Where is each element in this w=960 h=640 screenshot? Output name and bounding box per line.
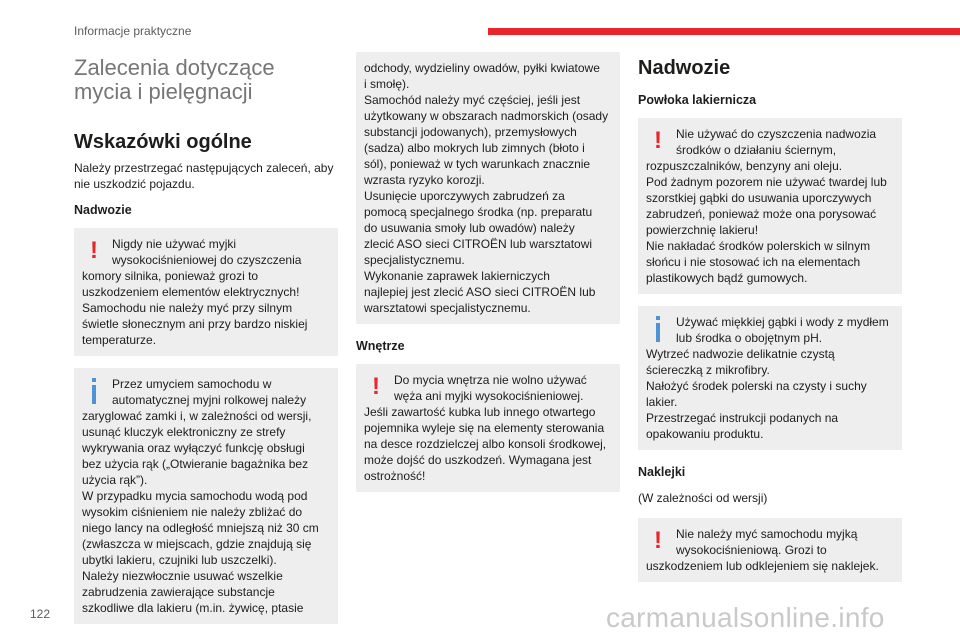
box-line: zlecić ASO sieci CITROËN lub warsztatowi: [364, 237, 593, 251]
box-line: Przez umyciem samochodu w: [112, 377, 272, 391]
box-line: pojemnika wyleje się na elementy sterowania: [364, 421, 605, 435]
box-line: Jeśli zawartość kubka lub innego otwartego: [364, 405, 596, 419]
info-box-paint-care: [638, 306, 902, 450]
box-line: Samochód należy myć częściej, jeśli jest: [364, 93, 581, 107]
box-line: niego lancy na odległość mniejszą niż 30 cm: [82, 521, 319, 535]
subhead-interior: Wnętrze: [356, 339, 405, 353]
box-line: Wytrzeć nadwozie delikatnie czystą: [646, 347, 835, 361]
info-icon: [652, 316, 664, 344]
box-line: ostrożność!: [364, 469, 426, 483]
box-line: (zwłaszcza w miejscach, gdzie znajdują się: [82, 537, 312, 551]
box-line: użytkowany w obszarach nadmorskich (osady: [364, 109, 609, 123]
box-line: warsztatowi specjalistycznemu.: [364, 301, 531, 315]
warning-icon: !: [372, 373, 380, 400]
box-line: uszkodzeniem lub odklejeniem się naklejek.: [646, 559, 879, 573]
box-line: W przypadku mycia samochodu wodą pod: [82, 489, 308, 503]
intro-line-1: Należy przestrzegać następujących zaleceń, aby: [74, 161, 334, 175]
section-title-body: Nadwozie: [638, 57, 731, 79]
header-accent-bar: [488, 28, 960, 35]
warning-box-stickers: [638, 518, 902, 582]
box-line: najlepiej jest zlecić ASO sieci CITROËN lub: [364, 285, 596, 299]
box-line: środków o działaniu ściernym,: [676, 143, 837, 157]
box-line: szorstkiej gąbki do usuwania uporczywych: [646, 191, 872, 205]
page-title-line-2: mycia i pielęgnacji: [74, 79, 253, 104]
box-line: zabrudzeń, ponieważ może ona porysować: [646, 207, 877, 221]
box-line: szkodliwe dla lakieru (m.in. żywicę, ptasie: [82, 601, 304, 615]
box-line: usunąć kluczyk elektroniczny ze strefy: [82, 425, 286, 439]
warning-box-engine: [74, 228, 338, 356]
box-line: specjalistycznemu.: [364, 253, 465, 267]
box-line: Używać miękkiej gąbki i wody z mydłem: [676, 315, 889, 329]
box-line: substancji jodowanych), przemysłowych: [364, 125, 577, 139]
box-line: Do mycia wnętrza nie wolno używać: [394, 373, 587, 387]
box-line: Samochodu nie należy myć przy silnym: [82, 301, 293, 315]
warning-icon: !: [654, 127, 662, 154]
box-line: odchody, wydzieliny owadów, pyłki kwiatowe: [364, 61, 600, 75]
box-line: Pod żadnym pozorem nie używać twardej lub: [646, 175, 887, 189]
box-line: zabrudzenia zawierające substancje: [82, 585, 275, 599]
page-title-line-1: Zalecenia dotyczące: [74, 55, 275, 80]
box-line: może dojść do uszkodzeń. Wymagana jest: [364, 453, 592, 467]
column-1: [74, 56, 338, 636]
subhead-body: Nadwozie: [74, 203, 132, 217]
box-line: wysokociśnieniowej do czyszczenia: [112, 253, 302, 267]
box-line: (sadza) albo mokrych lub zimnych (błoto i: [364, 141, 585, 155]
box-line: Należy niezwłocznie usuwać wszelkie: [82, 569, 283, 583]
page-number: 122: [30, 607, 51, 621]
box-line: bez użycia rąk („Otwieranie bagażnika bez: [82, 457, 309, 471]
box-line: do usuwania smoły lub owadów) należy: [364, 221, 575, 235]
box-line: uszkodzeniem elementów elektrycznych!: [82, 285, 300, 299]
box-line: wykrywania oraz wyłączyć funkcję obsługi: [82, 441, 305, 455]
box-line: plastikowych bądź gumowych.: [646, 271, 808, 285]
intro-text: [74, 160, 338, 192]
box-line: użycia rąk”).: [82, 473, 148, 487]
column-2: [356, 56, 620, 504]
column-3: [638, 56, 902, 594]
warning-icon: !: [654, 527, 662, 554]
box-line: opakowaniu produktu.: [646, 427, 764, 441]
box-line: sól), ponieważ w tych warunkach znacznie: [364, 157, 591, 171]
subhead-paint: Powłoka lakiernicza: [638, 93, 757, 107]
box-line: Nałożyć środek polerski na czysty i suchy: [646, 379, 867, 393]
running-header: Informacje praktyczne: [74, 24, 192, 38]
box-line: pomocą specjalnego środka (np. preparatu: [364, 205, 593, 219]
box-line: Przestrzegać instrukcji podanych na: [646, 411, 839, 425]
box-line: lub środka o obojętnym pH.: [676, 331, 823, 345]
box-line: ściereczką z mikrofibry.: [646, 363, 770, 377]
box-line: Usunięcie uporczywych zabrudzeń za: [364, 189, 565, 203]
box-line: węża ani myjki wysokociśnieniowej.: [394, 389, 584, 403]
info-box-car-wash: [74, 368, 338, 624]
box-line: powierzchnię lakieru!: [646, 223, 759, 237]
box-line: Nie nakładać środków polerskich w silnym: [646, 239, 871, 253]
box-line: wysokim ciśnieniem nie należy zbliżać do: [82, 505, 303, 519]
box-line: Nie należy myć samochodu myjką: [676, 527, 858, 541]
info-icon: [88, 378, 100, 406]
info-box-continued: [356, 52, 620, 324]
warning-box-interior: [356, 364, 620, 492]
box-line: świetle słonecznym ani przy bardzo niskiej: [82, 317, 308, 331]
box-line: ubytki lakieru, czujniki lub uszczelki).: [82, 553, 277, 567]
box-line: Nigdy nie używać myjki: [112, 237, 237, 251]
intro-line-2: nie uszkodzić pojazdu.: [74, 177, 195, 191]
warning-box-paint: [638, 118, 902, 294]
subhead-stickers: Naklejki: [638, 465, 686, 479]
box-line: wysokociśnieniową. Grozi to: [676, 543, 827, 557]
box-line: automatycznej myjni rolkowej należy: [112, 393, 307, 407]
box-line: i smołę).: [364, 77, 410, 91]
watermark: carmanualsonline.info: [606, 602, 885, 633]
box-line: zaryglować zamki i, w zależności od wersji,: [82, 409, 312, 423]
box-line: słońcu i nie stosować ich na elementach: [646, 255, 861, 269]
box-line: komory silnika, ponieważ grozi to: [82, 269, 259, 283]
box-line: lakier.: [646, 395, 678, 409]
box-line: na desce rozdzielczej albo konsoli środkowej,: [364, 437, 607, 451]
box-line: Nie używać do czyszczenia nadwozia: [676, 127, 877, 141]
warning-icon: !: [90, 237, 98, 264]
box-line: rozpuszczalników, benzyny ani oleju.: [646, 159, 843, 173]
box-line: wzrasta ryzyko korozji.: [364, 173, 485, 187]
version-note: (W zależności od wersji): [638, 491, 768, 505]
box-line: temperaturze.: [82, 333, 157, 347]
page-title: [74, 56, 338, 104]
section-title-general: Wskazówki ogólne: [74, 131, 252, 153]
box-line: Wykonanie zaprawek lakierniczych: [364, 269, 550, 283]
